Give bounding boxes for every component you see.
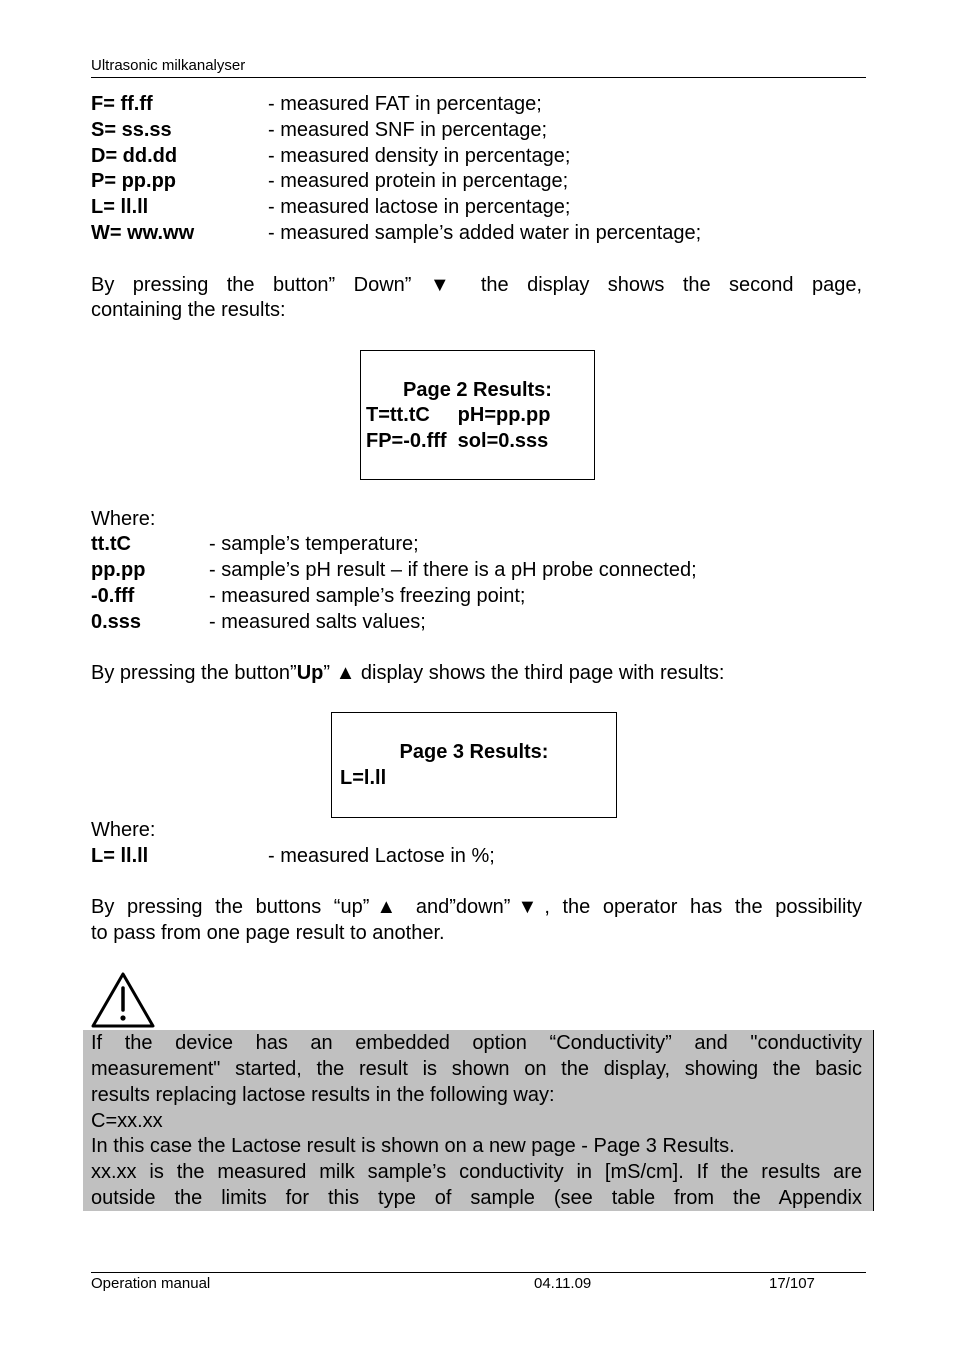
description: - measured sample’s freezing point; xyxy=(209,585,526,607)
description: - measured protein in percentage; xyxy=(268,170,569,192)
paragraph-up-bold: Up xyxy=(296,662,324,684)
description: - measured salts values; xyxy=(209,611,426,633)
description: - measured Lactose in %; xyxy=(268,845,495,867)
display-title: Page 3 Results: xyxy=(399,741,549,763)
description: - measured SNF in percentage; xyxy=(268,119,548,141)
paragraph-down-line1: By pressing the button” Down” ▼ the display shows the second page, xyxy=(91,274,862,296)
note-line: If the device has an embedded option “Conductivity” and "conductivity xyxy=(91,1032,862,1054)
footer-date: 04.11.09 xyxy=(534,1275,592,1292)
term: L= ll.ll xyxy=(91,845,149,867)
term: F= ff.ff xyxy=(91,93,153,115)
note-line: measurement" started, the result is shown on the display, showing the basic xyxy=(91,1058,862,1080)
display-line: T=tt.tC pH=pp.pp xyxy=(366,404,551,426)
where-label: Where: xyxy=(91,508,156,530)
term: D= dd.dd xyxy=(91,145,178,167)
paragraph-updown-line2: to pass from one page result to another. xyxy=(91,922,445,944)
display-title: Page 2 Results: xyxy=(403,379,552,401)
note-line: C=xx.xx xyxy=(91,1110,163,1132)
footer-rule xyxy=(91,1272,866,1273)
note-line: outside the limits for this type of sample (see table from the Appendix xyxy=(91,1187,862,1209)
term: 0.sss xyxy=(91,611,142,633)
display-line: L=l.ll xyxy=(340,767,387,789)
header-rule xyxy=(91,77,866,78)
display-line: FP=-0.fff sol=0.sss xyxy=(366,430,549,452)
term: P= pp.pp xyxy=(91,170,176,192)
term: pp.pp xyxy=(91,559,146,581)
description: - measured FAT in percentage; xyxy=(268,93,542,115)
note-line: In this case the Lactose result is shown on a new page - Page 3 Results. xyxy=(91,1135,735,1157)
page-number: 17/107 xyxy=(769,1275,815,1292)
display-page3-box xyxy=(331,712,617,818)
warning-triangle-icon xyxy=(90,970,156,1030)
paragraph-up-after: ” ▲ display shows the third page with results: xyxy=(323,662,725,684)
display-page2-box xyxy=(360,350,595,480)
term: L= ll.ll xyxy=(91,196,149,218)
running-header: Ultrasonic milkanalyser xyxy=(91,57,246,74)
description: - sample’s pH result – if there is a pH probe connected; xyxy=(209,559,697,581)
note-line: xx.xx is the measured milk sample’s conductivity in [mS/cm]. If the results are xyxy=(91,1161,862,1183)
description: - sample’s temperature; xyxy=(209,533,419,555)
term: tt.tC xyxy=(91,533,131,555)
term: -0.fff xyxy=(91,585,135,607)
paragraph-up-before: By pressing the button” xyxy=(91,662,297,684)
note-line: results replacing lactose results in the following way: xyxy=(91,1084,555,1106)
paragraph-up xyxy=(91,662,724,685)
description: - measured sample’s added water in percentage; xyxy=(268,222,702,244)
where-label: Where: xyxy=(91,819,156,841)
paragraph-down-line2: containing the results: xyxy=(91,299,286,321)
term: W= ww.ww xyxy=(91,222,195,244)
paragraph-updown-line1: By pressing the buttons “up”▲ and”down”▼, the operator has the possibility xyxy=(91,896,862,918)
footer-left: Operation manual xyxy=(91,1275,211,1292)
description: - measured lactose in percentage; xyxy=(268,196,571,218)
description: - measured density in percentage; xyxy=(268,145,571,167)
term: S= ss.ss xyxy=(91,119,172,141)
